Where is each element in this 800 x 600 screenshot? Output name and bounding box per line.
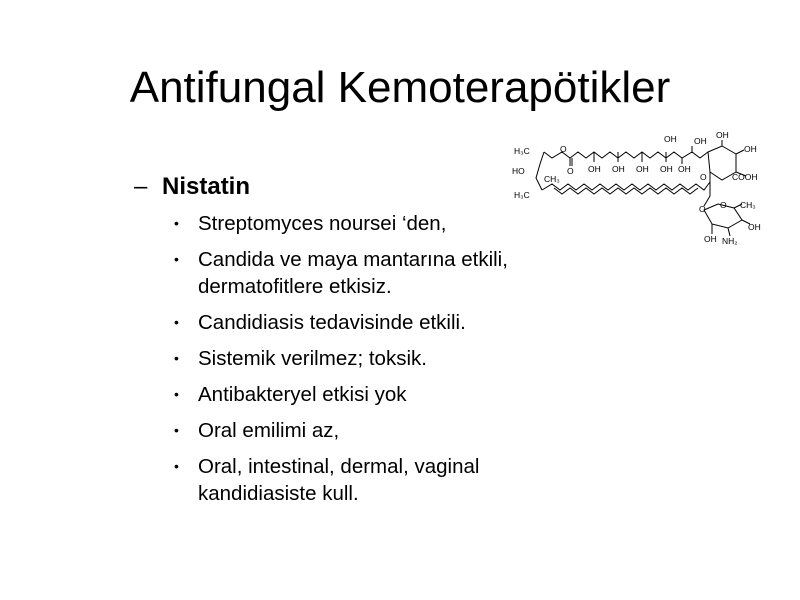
bullet-item <box>170 309 610 336</box>
slide-title: Antifungal Kemoterapötikler <box>129 63 671 112</box>
bullet-text: Streptomyces noursei ‘den, <box>198 212 447 235</box>
sugar-oh-label-2: OH <box>704 234 717 244</box>
bullet-item <box>170 345 610 372</box>
bullet-text: Candida ve maya mantarına etkili, <box>198 248 508 271</box>
bullet-icon: • <box>174 422 179 438</box>
subheading-text: Nistatin <box>162 173 251 200</box>
sugar-ch3-label: CH₃ <box>740 200 756 210</box>
bullet-text-continued: kandidiasiste kull. <box>198 482 359 505</box>
bullet-list <box>170 210 610 516</box>
carbonyl-o-label: O <box>567 166 574 176</box>
ring-o-right-label: O <box>700 172 707 182</box>
bullet-text-continued: dermatofitlere etkisiz. <box>198 275 392 298</box>
subheading-dash: – <box>134 173 148 200</box>
oh-top-label-1: OH <box>664 134 677 144</box>
bullet-icon: • <box>174 314 179 330</box>
oh-label-6: OH <box>716 130 729 140</box>
oh-right-label: OH <box>744 144 757 154</box>
bullet-icon: • <box>174 458 179 474</box>
sugar-oh-label: OH <box>748 222 761 232</box>
bullet-text: Candidiasis tedavisinde etkili. <box>198 311 466 334</box>
subheading-nistatin <box>134 172 250 202</box>
oh-top-label-2: OH <box>694 136 707 146</box>
bullet-text: Oral, intestinal, dermal, vaginal <box>198 455 480 478</box>
bullet-item <box>170 246 610 300</box>
bullet-item <box>170 453 610 507</box>
nh2-label: NH₂ <box>722 236 738 246</box>
ring-o-label: O <box>560 144 567 154</box>
oh-label-5: OH <box>678 164 691 174</box>
bullet-text: Sistemik verilmez; toksik. <box>198 347 427 370</box>
ho-left-label: HO <box>512 166 525 176</box>
bullet-icon: • <box>174 386 179 402</box>
sugar-o-label-2: O <box>720 200 727 210</box>
bullet-item <box>170 417 610 444</box>
bullet-text: Antibakteryel etkisi yok <box>198 383 407 406</box>
bullet-text: Oral emilimi az, <box>198 419 340 442</box>
bullet-icon: • <box>174 215 179 231</box>
nystatin-structure-diagram <box>506 130 772 250</box>
ch3-mid-label: CH₃ <box>544 174 560 184</box>
bullet-item <box>170 381 610 408</box>
bullet-icon: • <box>174 350 179 366</box>
sugar-o-label-1: O <box>699 204 706 214</box>
bullet-icon: • <box>174 251 179 267</box>
cooh-label: COOH <box>732 172 758 182</box>
structure-bonds <box>536 140 750 236</box>
h3c-top-label: H₃C <box>514 146 530 156</box>
oh-label-3: OH <box>636 164 649 174</box>
oh-label-2: OH <box>612 164 625 174</box>
oh-label-1: OH <box>588 164 601 174</box>
structure-labels <box>512 130 761 246</box>
h3c-bottom-label: H₃C <box>514 190 530 200</box>
oh-label-4: OH <box>660 164 673 174</box>
